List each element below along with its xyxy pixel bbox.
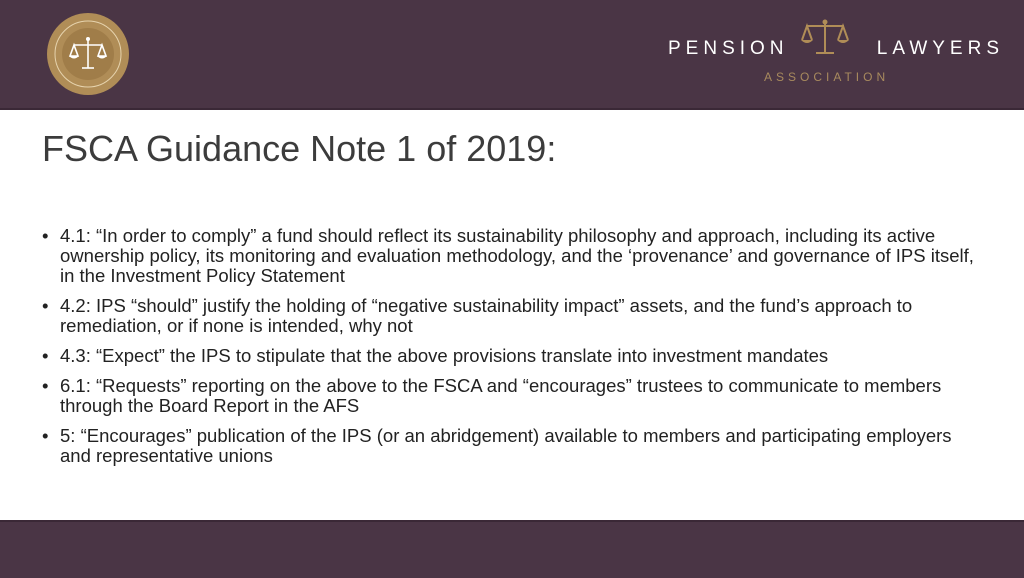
bullet-dot-icon: • <box>42 225 49 246</box>
bullet-dot-icon: • <box>42 375 49 396</box>
bullet-item <box>42 376 982 416</box>
association-seal-icon <box>46 12 130 96</box>
brand-subtitle: ASSOCIATION <box>764 70 890 84</box>
bullet-list <box>42 226 982 476</box>
brand-word-left: PENSION <box>668 38 789 59</box>
bullet-dot-icon: • <box>42 295 49 316</box>
bullet-dot-icon: • <box>42 425 49 446</box>
brand-logo <box>664 18 1004 90</box>
slide-title: FSCA Guidance Note 1 of 2019: <box>42 128 557 169</box>
bullet-text: 5: “Encourages” publication of the IPS (or an abridgement) available to members and participating employers and representative unions <box>60 425 952 466</box>
bullet-item <box>42 426 982 466</box>
bullet-text: 4.1: “In order to comply” a fund should reflect its sustainability philosophy and approach, including its active ownership policy, its monitoring and evaluation methodology, and the ‘provenance’ and governance of IPS itself, in the Investment Policy Statement <box>60 225 974 286</box>
bullet-text: 4.2: IPS “should” justify the holding of “negative sustainability impact” assets, and the fund’s approach to remediation, or if none is intended, why not <box>60 295 913 336</box>
bullet-item <box>42 296 982 336</box>
scales-of-justice-icon <box>798 18 852 58</box>
footer-band <box>0 520 1024 578</box>
brand-word-right: LAWYERS <box>876 38 1004 59</box>
bullet-item <box>42 226 982 286</box>
bullet-text: 6.1: “Requests” reporting on the above to the FSCA and “encourages” trustees to communicate to members through the Board Report in the AFS <box>60 375 942 416</box>
bullet-dot-icon: • <box>42 345 49 366</box>
header-band <box>0 0 1024 110</box>
bullet-text: 4.3: “Expect” the IPS to stipulate that the above provisions translate into investment mandates <box>60 345 829 366</box>
bullet-item <box>42 346 982 366</box>
